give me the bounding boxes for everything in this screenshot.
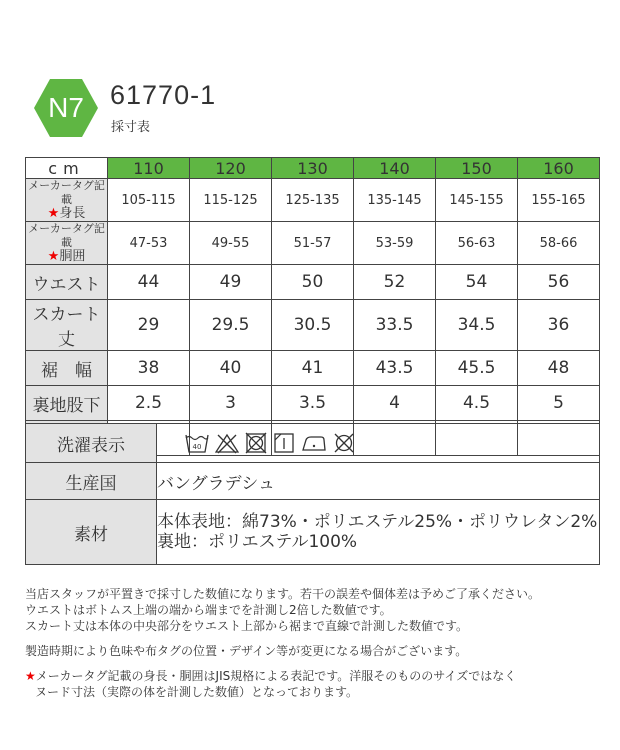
table-cell: 125-135	[272, 179, 354, 222]
table-cell: 135-145	[354, 179, 436, 222]
table-cell: 105-115	[108, 179, 190, 222]
badge-label: N7	[48, 92, 84, 123]
table-cell: 155-165	[518, 179, 600, 222]
model-badge	[33, 78, 99, 138]
row-label-skirt-length: スカート丈	[26, 300, 108, 351]
size-header-cell: 140	[354, 158, 436, 179]
size-header-cell: 120	[190, 158, 272, 179]
table-cell: 56-63	[436, 222, 518, 265]
table-cell: 115-125	[190, 179, 272, 222]
note-line: ウエストはボトムス上端の端から端までを計測し2倍した数値です。	[25, 603, 392, 617]
size-header-cell: 150	[436, 158, 518, 179]
table-cell: 50	[272, 265, 354, 300]
table-row	[26, 386, 600, 421]
table-cell: 52	[354, 265, 436, 300]
table-cell: 58-66	[518, 222, 600, 265]
info-table	[25, 423, 600, 565]
origin-row	[26, 463, 600, 500]
wash-label: 洗濯表示	[26, 424, 157, 463]
table-cell: 4.5	[436, 386, 518, 421]
height-label	[26, 207, 107, 221]
table-cell: 30.5	[272, 300, 354, 351]
note-line: 当店スタッフが平置きで採寸した数値になります。若干の誤差や個体差は予めご了承ください。	[25, 587, 541, 601]
table-row	[26, 179, 600, 222]
size-table	[25, 157, 600, 456]
origin-label: 生産国	[26, 463, 157, 500]
size-header-row	[26, 158, 600, 179]
note-line: ヌード寸法（実際の体を計測した数値）となっております。	[35, 685, 359, 699]
row-label-hem-width: 裾 幅	[26, 351, 108, 386]
size-header-cell: 110	[108, 158, 190, 179]
table-cell: 56	[518, 265, 600, 300]
no-bleach-icon	[215, 432, 239, 454]
material-label: 素材	[26, 500, 157, 565]
maker-tag-note: メーカータグ記載	[28, 179, 105, 206]
torso-label-text: 胴囲	[59, 249, 86, 264]
note-line: 製造時期により色味や布タグの位置・デザイン等が変更になる場合がございます。	[25, 644, 468, 658]
subtitle: 採寸表	[111, 120, 151, 135]
iron-low-icon	[301, 432, 327, 454]
table-cell: 29.5	[190, 300, 272, 351]
table-cell: 5	[518, 386, 600, 421]
height-label-text: 身長	[59, 206, 86, 221]
row-label-height	[26, 179, 108, 222]
maker-tag-note: メーカータグ記載	[28, 222, 105, 249]
table-cell: 145-155	[436, 179, 518, 222]
table-cell: 47-53	[108, 222, 190, 265]
size-header-cell: 160	[518, 158, 600, 179]
table-row	[26, 265, 600, 300]
material-value	[157, 500, 600, 565]
origin-value: バングラデシュ	[157, 463, 600, 500]
note-text: メーカータグ記載の身長・胴囲はJIS規格による表記です。洋服そのもののサイズではなく	[35, 669, 517, 683]
star-icon: ★	[47, 249, 60, 264]
table-cell: 45.5	[436, 351, 518, 386]
table-cell: 51-57	[272, 222, 354, 265]
table-cell: 38	[108, 351, 190, 386]
table-row	[26, 300, 600, 351]
table-cell: 3	[190, 386, 272, 421]
table-cell: 43.5	[354, 351, 436, 386]
no-tumble-dry-icon	[245, 432, 267, 454]
table-cell: 41	[272, 351, 354, 386]
table-cell: 49	[190, 265, 272, 300]
row-label-torso	[26, 222, 108, 265]
material-line: 裏地：ポリエステル100%	[157, 532, 358, 552]
star-icon: ★	[25, 669, 36, 683]
table-cell: 48	[518, 351, 600, 386]
wash-temp-label: 40	[192, 443, 202, 451]
row-label-lining-inseam: 裏地股下	[26, 386, 108, 421]
model-number: 61770-1	[110, 80, 217, 110]
wash-icons-cell	[157, 424, 600, 463]
material-line: 本体表地：綿73%・ポリエステル25%・ポリウレタン2%	[157, 512, 598, 532]
table-cell: 34.5	[436, 300, 518, 351]
table-cell: 53-59	[354, 222, 436, 265]
no-dry-clean-icon	[333, 432, 355, 454]
table-cell: 36	[518, 300, 600, 351]
wash-40-icon	[185, 432, 209, 454]
wash-icons	[157, 432, 599, 454]
table-cell: 4	[354, 386, 436, 421]
table-cell: 54	[436, 265, 518, 300]
row-label-waist: ウエスト	[26, 265, 108, 300]
table-cell: 40	[190, 351, 272, 386]
material-row	[26, 500, 600, 565]
table-cell: 29	[108, 300, 190, 351]
unit-cell: cm	[26, 158, 108, 179]
torso-label	[26, 250, 107, 264]
wash-row	[26, 424, 600, 463]
star-icon: ★	[47, 206, 60, 221]
table-cell: 49-55	[190, 222, 272, 265]
table-cell: 33.5	[354, 300, 436, 351]
table-row	[26, 222, 600, 265]
drip-dry-shade-icon	[273, 432, 295, 454]
size-header-cell: 130	[272, 158, 354, 179]
table-cell: 3.5	[272, 386, 354, 421]
table-cell: 44	[108, 265, 190, 300]
note-line	[25, 668, 540, 684]
notes	[25, 586, 540, 700]
table-cell: 2.5	[108, 386, 190, 421]
table-row	[26, 351, 600, 386]
note-line: スカート丈は本体の中央部分をウエスト上部から裾まで直線で計測した数値です。	[25, 619, 469, 633]
